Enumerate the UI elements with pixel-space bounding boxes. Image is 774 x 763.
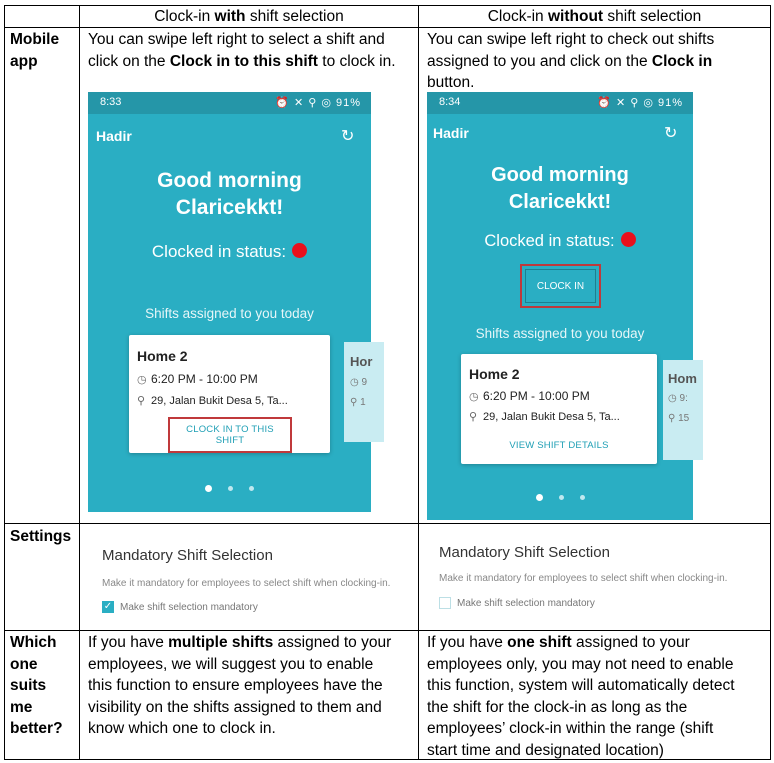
settings-title: Mandatory Shift Selection <box>439 544 610 561</box>
settings-description: Make it mandatory for employees to select shift when clocking-in. <box>439 573 728 584</box>
mobile-without-desc-l3: button. <box>427 74 475 91</box>
table-row-divider-settings <box>4 630 771 631</box>
shift-time: 6:20 PM - 10:00 PM <box>483 389 590 403</box>
row-label-which-l1: Which <box>10 634 57 651</box>
settings-title: Mandatory Shift Selection <box>102 547 273 564</box>
mobile-with-desc-l1: You can swipe left right to select a shift and <box>88 31 385 48</box>
row-label-mobile <box>10 29 59 72</box>
page-dot-3[interactable] <box>249 486 254 491</box>
mandatory-checkbox-label[interactable]: Make shift selection mandatory <box>120 602 258 613</box>
row-label-which <box>10 632 63 740</box>
mandatory-checkbox[interactable] <box>439 597 451 609</box>
shift-card-title: Home 2 <box>137 348 188 364</box>
peek-time-text: 9 <box>361 377 368 388</box>
peek-time-text: 9: <box>679 393 688 404</box>
which-with-text <box>88 632 416 740</box>
header-with-pre: Clock-in <box>154 8 215 25</box>
page-dot-3[interactable] <box>580 495 585 500</box>
location-pin-icon: ⚲ <box>137 395 146 407</box>
which-without-l1a: If you have <box>427 634 508 651</box>
clock-icon: ◷ <box>137 374 147 386</box>
pagination-dots[interactable] <box>427 489 693 507</box>
which-with-l5: know which one to clock in. <box>88 720 276 737</box>
view-shift-details-link[interactable]: VIEW SHIFT DETAILS <box>509 440 609 451</box>
row-label-which-l2: one <box>10 655 38 673</box>
clock-icon: ◷ <box>469 391 479 403</box>
status-dot-icon <box>621 232 636 247</box>
pagination-dots[interactable] <box>88 480 371 498</box>
shifts-label: Shifts assigned to you today <box>145 306 314 321</box>
shift-time-row <box>137 372 258 386</box>
peek-title: Hor <box>350 354 373 369</box>
which-without-l2: employees only, you may not need to enable <box>427 655 734 673</box>
which-without-l1c: assigned to your <box>571 634 690 651</box>
next-shift-card-peek[interactable] <box>344 342 384 442</box>
peek-address: ⚲ 1 <box>350 397 366 408</box>
mandatory-checkbox[interactable]: ✓ <box>103 601 113 612</box>
settings-panel-without <box>428 530 766 626</box>
peek-address-text: 1 <box>360 397 366 408</box>
greeting-line-1: Good morning <box>491 164 629 186</box>
header-with-shift <box>80 6 418 28</box>
table-col-divider-1 <box>79 5 80 760</box>
clock-in-button[interactable] <box>525 269 596 303</box>
status-time: 8:34 <box>439 96 461 108</box>
phone-without-shift <box>427 92 697 520</box>
location-pin-icon: ⚲ <box>469 411 478 423</box>
greeting <box>88 167 371 221</box>
row-label-which-l5: better? <box>10 720 63 737</box>
settings-panel-with <box>90 530 415 626</box>
phone-status-bar <box>427 92 693 114</box>
mobile-with-desc-l2c: to clock in. <box>317 52 396 70</box>
shift-card[interactable] <box>129 335 330 453</box>
mobile-without-desc-l2b: Clock in <box>651 52 713 70</box>
header-without-pre: Clock-in <box>487 8 548 25</box>
mobile-with-description <box>88 29 413 72</box>
greeting <box>427 162 693 216</box>
shift-time: 6:20 PM - 10:00 PM <box>151 372 258 386</box>
app-name: Hadir <box>433 125 469 141</box>
which-with-l4: visibility on the shifts assigned to them and <box>88 698 382 716</box>
shift-address: 29, Jalan Bukit Desa 5, Ta... <box>483 411 620 423</box>
table-row-divider-mobile <box>4 523 771 524</box>
which-without-text <box>427 632 768 761</box>
page-dot-2[interactable] <box>228 486 233 491</box>
which-with-l1c: assigned to your <box>273 634 392 651</box>
shift-time-row <box>469 389 590 403</box>
peek-address-text: 15 <box>678 413 690 424</box>
mobile-without-desc-l1: You can swipe left right to check out shifts <box>427 31 715 48</box>
status-dot-icon <box>292 243 307 258</box>
greeting-line-1: Good morning <box>157 169 302 192</box>
next-shift-card-peek[interactable] <box>663 360 703 460</box>
settings-description: Make it mandatory for employees to select shift when clocking-in. <box>102 578 391 589</box>
clocked-status <box>88 242 371 262</box>
header-with-post: shift selection <box>245 8 344 25</box>
which-with-l1a: If you have <box>88 634 169 651</box>
header-without-shift <box>419 6 770 28</box>
shift-address: 29, Jalan Bukit Desa 5, Ta... <box>151 395 288 407</box>
which-with-l3: this function to ensure employees have the <box>88 677 383 694</box>
mobile-without-desc-l2a: assigned to you and click on the <box>427 52 652 70</box>
status-icons: ⏰ ✕ ⚲ ◎ 91% <box>597 97 683 109</box>
page-dot-1[interactable] <box>536 494 543 501</box>
greeting-line-2: Claricekkt! <box>508 191 612 213</box>
peek-title: Hom <box>668 371 697 386</box>
shift-card[interactable] <box>461 354 657 464</box>
greeting-line-2: Claricekkt! <box>175 196 284 219</box>
header-with-em: with <box>214 8 246 25</box>
page-dot-2[interactable] <box>559 495 564 500</box>
refresh-icon[interactable]: ↻ <box>664 125 678 142</box>
which-without-l5: employees’ clock-in within the range (shift <box>427 720 714 737</box>
header-without-em: without <box>547 8 604 25</box>
shift-address-row <box>137 393 288 407</box>
row-label-settings: Settings <box>10 528 72 545</box>
clocked-status <box>427 232 693 251</box>
table-border-right <box>770 5 771 760</box>
header-without-post: shift selection <box>603 8 702 25</box>
mobile-with-desc-l2b: Clock in to this shift <box>169 52 318 70</box>
which-without-l3: this function, system will automatically detect <box>427 677 735 694</box>
row-label-which-l4: me <box>10 698 33 716</box>
clock-in-button-highlight <box>520 264 601 308</box>
clocked-status-label: Clocked in status: <box>151 242 287 261</box>
shifts-label: Shifts assigned to you today <box>475 326 645 341</box>
shift-address-row <box>469 409 620 423</box>
which-without-l6: start time and designated location) <box>427 741 664 759</box>
clock-in-to-this-shift-button[interactable]: CLOCK IN TO THIS SHIFT <box>168 417 292 453</box>
mandatory-checkbox-label[interactable]: Make shift selection mandatory <box>457 598 595 609</box>
which-with-l1b: multiple shifts <box>168 634 274 651</box>
which-without-l1b: one shift <box>507 634 572 651</box>
which-with-l2: employees, we will suggest you to enable <box>88 655 374 673</box>
clock-in-button-label: CLOCK IN <box>536 281 585 292</box>
row-label-mobile-l1: Mobile <box>10 31 60 48</box>
status-time: 8:33 <box>100 96 122 108</box>
shift-card-title: Home 2 <box>469 366 520 382</box>
phone-status-bar <box>88 92 371 114</box>
table-border-left <box>4 5 5 760</box>
peek-address: ⚲ 15 <box>668 413 690 424</box>
page-dot-1[interactable] <box>205 485 212 492</box>
clocked-status-label: Clocked in status: <box>484 232 615 250</box>
row-label-which-l3: suits <box>10 677 47 694</box>
app-name: Hadir <box>96 128 132 144</box>
peek-time: ◷ 9: <box>668 393 688 404</box>
mobile-with-desc-l2a: click on the <box>88 52 170 70</box>
peek-time: ◷ 9 <box>350 377 368 388</box>
which-without-l4: the shift for the clock-in as long as the <box>427 698 688 716</box>
status-icons: ⏰ ✕ ⚲ ◎ 91% <box>275 97 361 109</box>
table-col-divider-2 <box>418 5 419 760</box>
phone-with-shift <box>88 92 371 512</box>
row-label-mobile-l2: app <box>10 52 38 70</box>
refresh-icon[interactable]: ↻ <box>341 128 355 145</box>
mobile-without-description <box>427 29 767 94</box>
